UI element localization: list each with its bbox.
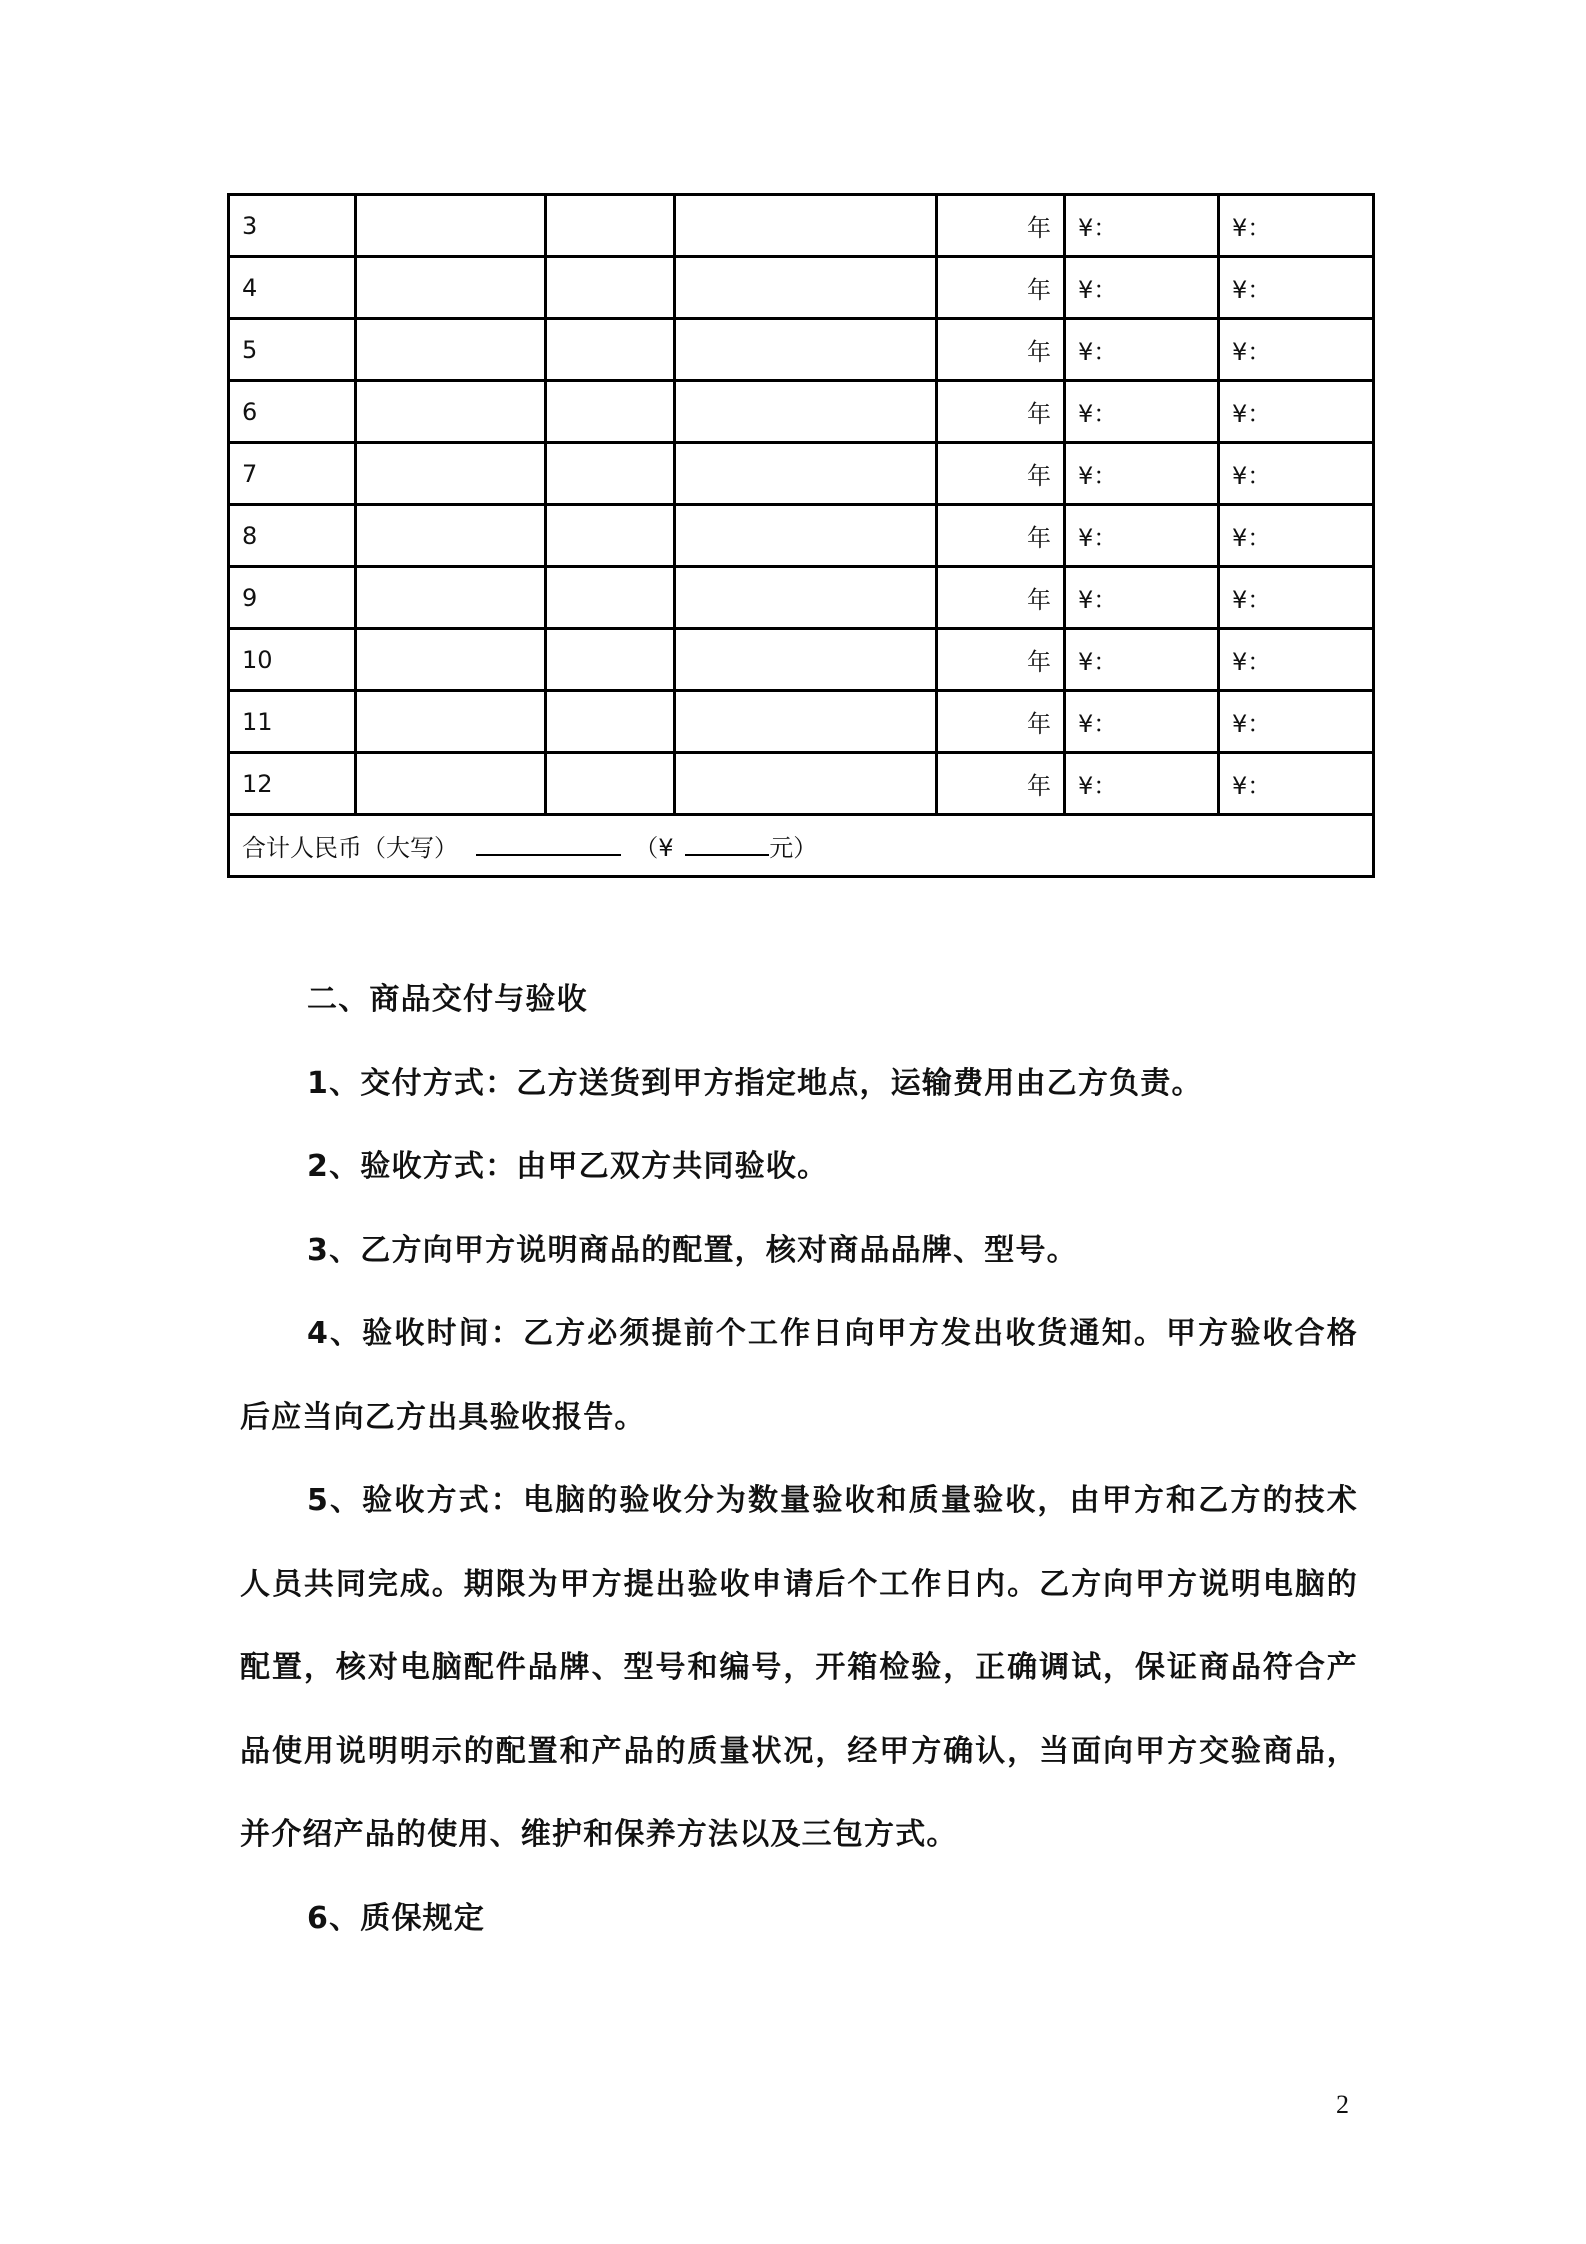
amount-cell[interactable]: ¥： (1219, 753, 1374, 815)
unit-price-cell[interactable]: ¥： (1065, 567, 1219, 629)
item-name-cell[interactable] (356, 319, 546, 381)
amount-cell[interactable]: ¥： (1219, 505, 1374, 567)
table-row (229, 195, 1374, 257)
spec-cell[interactable] (675, 381, 937, 443)
spec-cell[interactable] (675, 567, 937, 629)
goods-table (227, 193, 1375, 878)
brand-cell[interactable] (546, 195, 675, 257)
spec-cell[interactable] (675, 691, 937, 753)
warranty-cell[interactable]: 年 (937, 319, 1065, 381)
table-row (229, 567, 1374, 629)
item-name-cell[interactable] (356, 257, 546, 319)
table-row (229, 753, 1374, 815)
warranty-cell[interactable]: 年 (937, 381, 1065, 443)
amount-cell[interactable]: ¥： (1219, 567, 1374, 629)
warranty-cell[interactable]: 年 (937, 567, 1065, 629)
table-row (229, 257, 1374, 319)
clause-2: 2、验收方式：由甲乙双方共同验收。 (307, 1149, 829, 1184)
row-number: 6 (229, 381, 356, 443)
clause-5: 5、验收方式：电脑的验收分为数量验收和质量验收，由甲方和乙方的技术人员共同完成。期限为甲方提出验收申请后个工作日内。乙方向甲方说明电脑的配置，核对电脑配件品牌、型号和编号，开箱检验，正确调试，保证商品符合产品使用说明明示的配置和产品的质量状况，经甲方确认，当面向甲方交验商品，并介绍产品的使用、维护和保养方法以及三包方式。 (240, 1483, 1358, 1852)
unit-price-cell[interactable]: ¥： (1065, 443, 1219, 505)
brand-cell[interactable] (546, 443, 675, 505)
brand-cell[interactable] (546, 319, 675, 381)
brand-cell[interactable] (546, 505, 675, 567)
row-number: 8 (229, 505, 356, 567)
page-number: 2 (1336, 2090, 1349, 2119)
row-number: 12 (229, 753, 356, 815)
brand-cell[interactable] (546, 629, 675, 691)
warranty-cell[interactable]: 年 (937, 753, 1065, 815)
total-label: 合计人民币（大写） (242, 834, 458, 862)
spec-cell[interactable] (675, 195, 937, 257)
clause-3: 3、乙方向甲方说明商品的配置，核对商品品牌、型号。 (307, 1232, 1078, 1268)
item-name-cell[interactable] (356, 753, 546, 815)
table-row (229, 505, 1374, 567)
item-name-cell[interactable] (356, 381, 546, 443)
table-row (229, 629, 1374, 691)
spec-cell[interactable] (675, 505, 937, 567)
row-number: 7 (229, 443, 356, 505)
row-number: 11 (229, 691, 356, 753)
brand-cell[interactable] (546, 691, 675, 753)
unit-price-cell[interactable]: ¥： (1065, 753, 1219, 815)
amount-cell[interactable]: ¥： (1219, 691, 1374, 753)
warranty-cell[interactable]: 年 (937, 443, 1065, 505)
total-amount-blank[interactable] (685, 836, 769, 856)
unit-price-cell[interactable]: ¥： (1065, 691, 1219, 753)
table-row (229, 443, 1374, 505)
item-name-cell[interactable] (356, 691, 546, 753)
item-name-cell[interactable] (356, 443, 546, 505)
amount-cell[interactable]: ¥： (1219, 257, 1374, 319)
row-number: 10 (229, 629, 356, 691)
amount-cell[interactable]: ¥： (1219, 319, 1374, 381)
brand-cell[interactable] (546, 257, 675, 319)
total-close: 元） (769, 834, 818, 862)
clause-1: 1、交付方式：乙方送货到甲方指定地点，运输费用由乙方负责。 (307, 1065, 1203, 1101)
unit-price-cell[interactable]: ¥： (1065, 629, 1219, 691)
spec-cell[interactable] (675, 443, 937, 505)
spec-cell[interactable] (675, 753, 937, 815)
spec-cell[interactable] (675, 257, 937, 319)
row-number: 4 (229, 257, 356, 319)
total-words-blank[interactable] (476, 836, 621, 856)
item-name-cell[interactable] (356, 629, 546, 691)
item-name-cell[interactable] (356, 567, 546, 629)
item-name-cell[interactable] (356, 195, 546, 257)
unit-price-cell[interactable]: ¥： (1065, 505, 1219, 567)
table-row (229, 319, 1374, 381)
unit-price-cell[interactable]: ¥： (1065, 319, 1219, 381)
row-number: 3 (229, 195, 356, 257)
brand-cell[interactable] (546, 381, 675, 443)
warranty-cell[interactable]: 年 (937, 691, 1065, 753)
table-row (229, 691, 1374, 753)
warranty-cell[interactable]: 年 (937, 195, 1065, 257)
amount-cell[interactable]: ¥： (1219, 195, 1374, 257)
warranty-cell[interactable]: 年 (937, 629, 1065, 691)
amount-cell[interactable]: ¥： (1219, 381, 1374, 443)
unit-price-cell[interactable]: ¥： (1065, 381, 1219, 443)
amount-cell[interactable]: ¥： (1219, 629, 1374, 691)
section-heading: 二、商品交付与验收 (307, 982, 588, 1017)
clause-4: 4、验收时间：乙方必须提前个工作日向甲方发出收货通知。甲方验收合格后应当向乙方出具验收报告。 (240, 1316, 1358, 1435)
brand-cell[interactable] (546, 753, 675, 815)
clause-6: 6、质保规定 (307, 1900, 486, 1936)
amount-cell[interactable]: ¥： (1219, 443, 1374, 505)
table-row (229, 381, 1374, 443)
total-cell (229, 815, 1374, 877)
warranty-cell[interactable]: 年 (937, 257, 1065, 319)
total-open: （¥ (634, 834, 674, 862)
warranty-cell[interactable]: 年 (937, 505, 1065, 567)
item-name-cell[interactable] (356, 505, 546, 567)
brand-cell[interactable] (546, 567, 675, 629)
document-body (240, 958, 1358, 1960)
unit-price-cell[interactable]: ¥： (1065, 257, 1219, 319)
total-row (229, 815, 1374, 877)
unit-price-cell[interactable]: ¥： (1065, 195, 1219, 257)
row-number: 5 (229, 319, 356, 381)
spec-cell[interactable] (675, 629, 937, 691)
spec-cell[interactable] (675, 319, 937, 381)
row-number: 9 (229, 567, 356, 629)
